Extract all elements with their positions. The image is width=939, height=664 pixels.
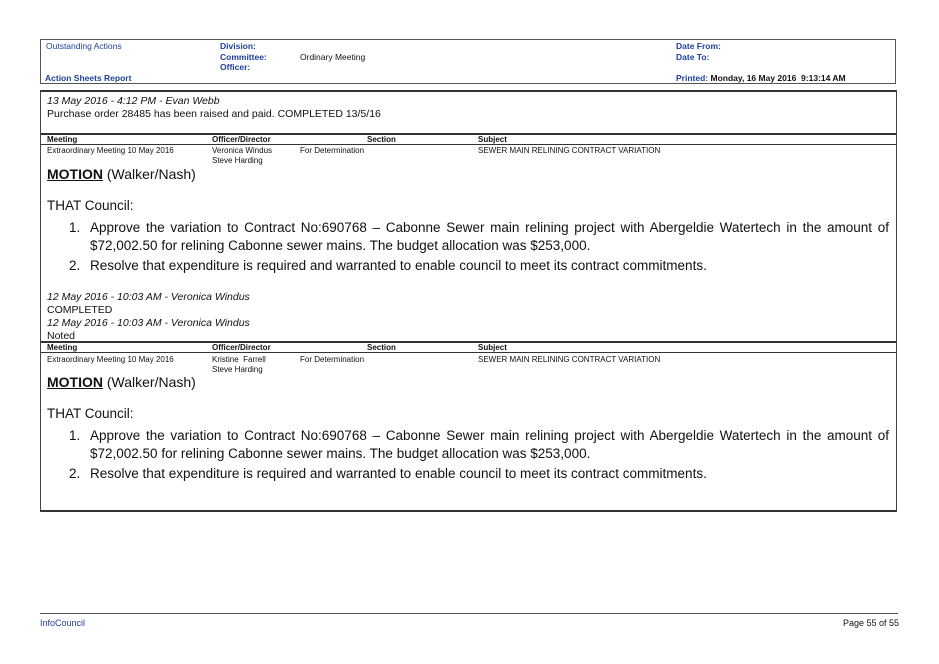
motion-movers: (Walker/Nash): [106, 374, 196, 390]
committee-value: Ordinary Meeting: [300, 52, 366, 62]
meeting-cell: Extraordinary Meeting 10 May 2016: [47, 146, 174, 155]
footer-divider: [40, 613, 898, 614]
resolution-intro: THAT Council:: [47, 406, 134, 421]
motion-label: MOTION: [47, 166, 103, 182]
resolution-intro: THAT Council:: [47, 198, 134, 213]
col-subject: Subject: [478, 135, 507, 144]
motion-heading: [47, 166, 196, 182]
item-number: 1.: [69, 428, 81, 443]
motion-label: MOTION: [47, 374, 103, 390]
table-header: [41, 341, 896, 353]
officer-cell: Kristine Farrell: [212, 355, 266, 364]
table-header: [41, 133, 896, 145]
note-author-line: 12 May 2016 - 10:03 AM - Veronica Windus: [47, 317, 250, 329]
item-text: Approve the variation to Contract No:690768 – Cabonne Sewer main relining project with Abergeldie Watertech in the amount of $72,002.50 for relining Cabonne sewer mains. The budget allocation was $253,000.: [90, 428, 889, 461]
col-meeting: Meeting: [47, 135, 78, 144]
subject-cell: SEWER MAIN RELINING CONTRACT VARIATION: [478, 146, 661, 155]
resolution-item: [69, 427, 889, 463]
item-number: 2.: [69, 466, 81, 481]
note-text: Purchase order 28485 has been raised and paid. COMPLETED 13/5/16: [47, 108, 381, 120]
printed-label: Printed:: [676, 73, 709, 83]
item-text: Resolve that expenditure is required and warranted to enable council to meet its contract commitments.: [90, 466, 707, 481]
item-text: Resolve that expenditure is required and warranted to enable council to meet its contract commitments.: [90, 258, 707, 273]
committee-label: Committee:: [220, 52, 267, 62]
item-number: 2.: [69, 258, 81, 273]
action-sheet: [40, 90, 897, 512]
col-officer: Officer/Director: [212, 135, 271, 144]
section-cell: For Determination: [300, 355, 365, 364]
item-text: Approve the variation to Contract No:690768 – Cabonne Sewer main relining project with Abergeldie Watertech in the amount of $72,002.50 for relining Cabonne sewer mains. The budget allocation was $253,000.: [90, 220, 889, 253]
col-section: Section: [367, 343, 396, 352]
note-text: COMPLETED: [47, 304, 113, 316]
col-subject: Subject: [478, 343, 507, 352]
col-officer: Officer/Director: [212, 343, 271, 352]
motion-movers: (Walker/Nash): [106, 166, 196, 182]
motion-heading: [47, 374, 196, 390]
report-name: Outstanding Actions: [46, 41, 122, 51]
note-text: Noted: [47, 330, 76, 342]
col-section: Section: [367, 135, 396, 144]
resolution-item: [69, 465, 889, 483]
officer-cell: Veronica Windus: [212, 146, 273, 155]
report-type: Action Sheets Report: [45, 73, 132, 83]
note-author-line: 12 May 2016 - 10:03 AM - Veronica Windus: [47, 291, 250, 303]
resolution-item: [69, 257, 889, 275]
subject-cell: SEWER MAIN RELINING CONTRACT VARIATION: [478, 355, 661, 364]
officer-cell-2: Steve Harding: [212, 365, 263, 374]
col-meeting: Meeting: [47, 343, 78, 352]
footer-left: InfoCouncil: [40, 618, 86, 628]
division-label: Division:: [220, 41, 256, 51]
date-from-label: Date From:: [676, 41, 721, 51]
officer-cell-2: Steve Harding: [212, 156, 263, 165]
printed-value: Monday, 16 May 2016 9:13:14 AM: [710, 73, 846, 83]
officer-label: Officer:: [220, 62, 251, 72]
meeting-cell: Extraordinary Meeting 10 May 2016: [47, 355, 174, 364]
printed-line: [676, 73, 846, 83]
item-number: 1.: [69, 220, 81, 235]
report-header: [40, 39, 896, 84]
section-cell: For Determination: [300, 146, 365, 155]
note-author-line: 13 May 2016 - 4:12 PM - Evan Webb: [47, 95, 220, 107]
resolution-item: [69, 219, 889, 255]
date-to-label: Date To:: [676, 52, 710, 62]
page-number: Page 55 of 55: [842, 618, 899, 628]
